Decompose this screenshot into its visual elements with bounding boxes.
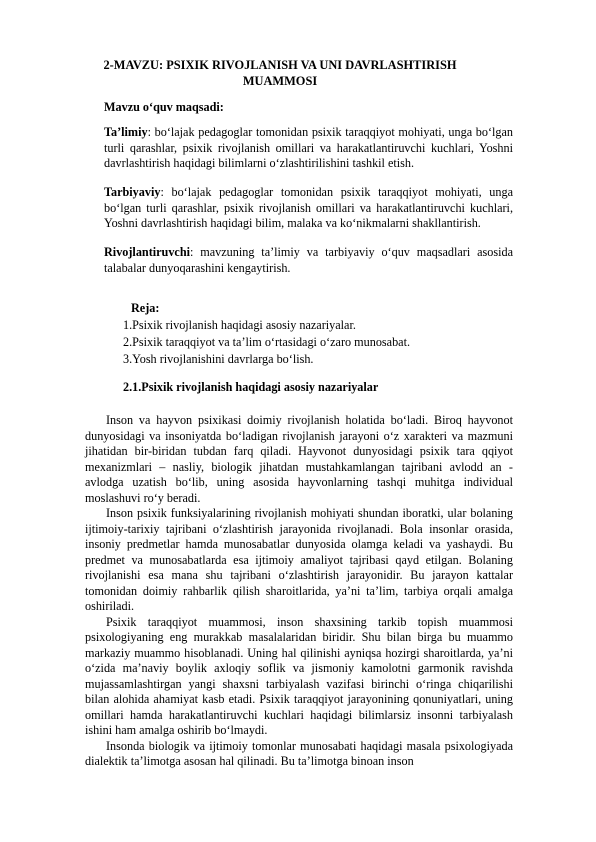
goal-developmental bbox=[104, 245, 513, 276]
goal-label: Tarbiyaviy bbox=[104, 185, 161, 199]
section-heading: 2.1.Psixik rivojlanish haqidagi asosiy nazariyalar bbox=[123, 380, 379, 394]
plan-item: 2.Psixik taraqqiyot va ta’lim o‘rtasidagi o‘zaro munosabat. bbox=[123, 335, 411, 349]
paragraph: Inson va hayvon psixikasi doimiy rivojlanish holatida bo‘ladi. Biroq hayvonot dunyosidagi va insoniyatda bo‘ladigan rivojlanish jarayoni o‘z xarakteri va mazmuni jihatidan bir-biridan tubdan farq qiladi. Hayvonot dunyosidagi psixik tara qqiyot mexanizmlari – nasliy, biologik jihatdan mustahkamlangan tajribani avlodd an - avlodga uzatish bo‘lib, uning asosida hayvonlarning tashqi muhitga individual moslashuvi ro‘y beradi. bbox=[85, 413, 513, 505]
section-body bbox=[85, 413, 513, 770]
goal-text: : bo‘lajak pedagoglar tomonidan psixik taraqqiyot mohiyati, unga bo‘lgan turli qarashlar, psixik rivojlanish omillari va harakatlantiruvchi kuchlari, Yoshni davrlashtirish haqidagi bilim, malaka va ko‘nikmalarni shakllantirish. bbox=[104, 185, 513, 230]
paragraph: Insonda biologik va ijtimoiy tomonlar munosabati haqidagi masala psixologiyada dialektik ta’limotga asosan hal qilinadi. Bu ta’limotga binoan inson bbox=[85, 738, 513, 768]
goal-text: : bo‘lajak pedagoglar tomonidan psixik taraqqiyot mohiyati, unga bo‘lgan turli qarashlar, psixik rivojlanish omillari va harakatlantiruvchi kuchlari, Yoshni davrlashtirish haqidagi bilimlarni o‘zlashtirilishini tashkil etish. bbox=[104, 125, 513, 170]
page-title: 2-MAVZU: PSIXIK RIVOJLANISH VA UNI DAVRLASHTIRISH MUAMMOSI bbox=[103, 58, 457, 88]
goal-text: : mavzuning ta’limiy va tarbiyaviy o‘quv maqsadlari asosida talabalar dunyoqarashini kengaytirish. bbox=[104, 245, 513, 275]
goals-heading: Mavzu o‘quv maqsadi: bbox=[104, 100, 224, 114]
plan-heading: Reja: bbox=[131, 301, 160, 315]
paragraph: Inson psixik funksiyalarining rivojlanish mohiyati shundan iboratki, ular bolaning ijtimoiy-tarixiy tajribani o‘zlashtirish jarayonida rivojlanadi. Bola insonlar orasida, insoniy predmetlar hamda munosabatlar dunyosida olamga keladi va yashaydi. Bu predmet va munosabatlarda esa ijtimoiy amaliyot tajribasi qayd etilgan. Bolaning rivojlanishi esa mana shu tajribani o‘zlashtirish jarayonidir. Bu jarayon kattalar tomonidan doimiy rahbarlik qilish sharoitlarida, ya’ni ta’lim, tarbiya orqali amalga oshiriladi. bbox=[85, 506, 513, 613]
paragraph: Psixik taraqqiyot muammosi, inson shaxsining tarkib topish muammosi psixologiyaning eng murakkab masalalaridan biridir. Shu bilan birga bu muammo markaziy muammo hisoblanadi. Uning hal qilinishi ayniqsa hozirgi sharoitlarda, ya’ni o‘zida ma’naviy boylik axloqiy soflik va jismoniy kamolotni garmonik ravishda mujassamlashtirgan yangi shaxsni tarbiyalash vazifasi birinchi o‘ringa chiqarilishi bilan alohida ahamiyat kasb etadi. Psixik taraqqiyot jarayonining qonuniyatlari, uning omillari hamda harakatlantiruvchi kuchlari haqidagi bilimlarsiz insonni tarbiyalash ishini ham amalga oshirib bo‘lmaydi. bbox=[85, 614, 513, 737]
plan-item: 1.Psixik rivojlanish haqidagi asosiy nazariyalar. bbox=[123, 318, 356, 332]
goal-educational bbox=[104, 125, 513, 172]
plan-item: 3.Yosh rivojlanishini davrlarga bo‘lish. bbox=[123, 352, 314, 366]
goal-label: Ta’limiy bbox=[104, 125, 148, 139]
goal-label: Rivojlantiruvchi bbox=[104, 245, 190, 259]
goal-upbringing bbox=[104, 185, 513, 232]
